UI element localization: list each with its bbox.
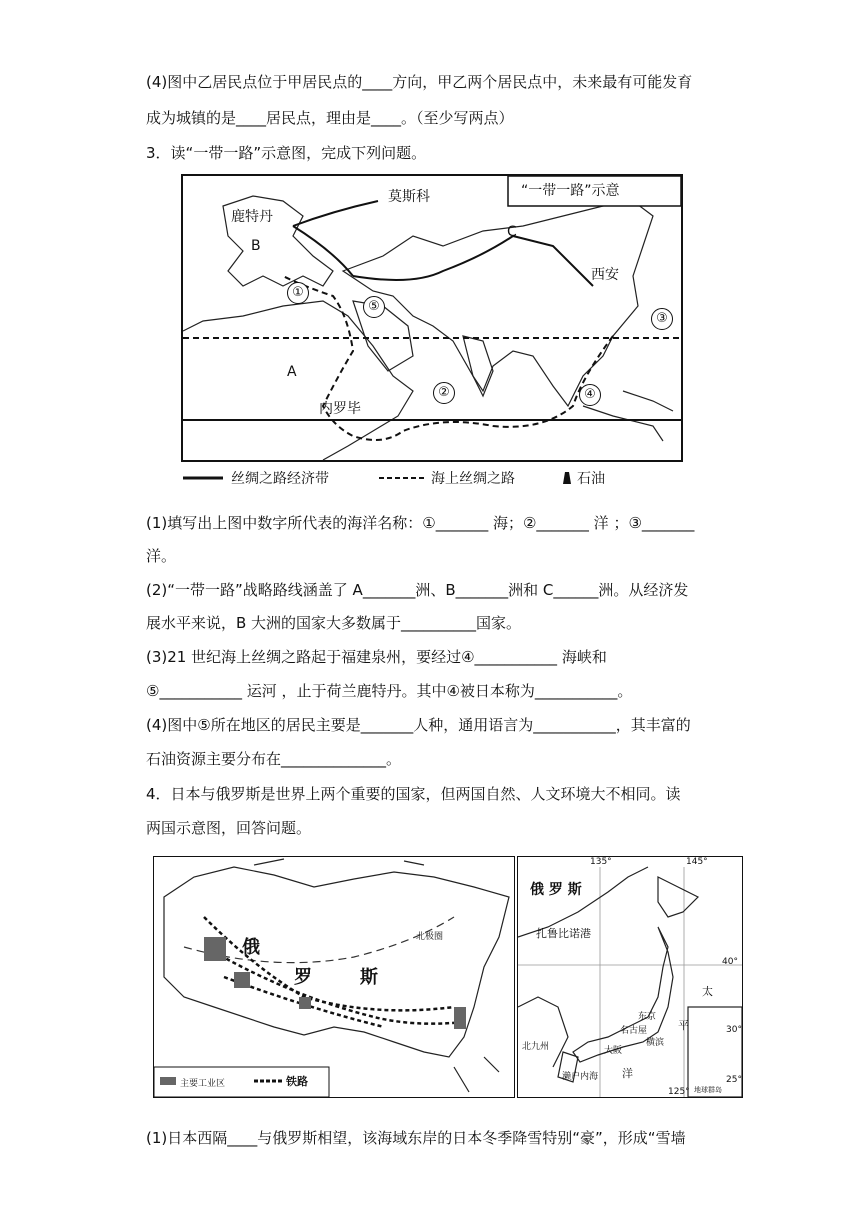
- label-nairobi: 内罗毕: [319, 401, 361, 417]
- q3-sub2b: 展水平来说，B 大洲的国家大多数属于__________国家。: [146, 614, 522, 632]
- label-A: A: [287, 364, 297, 380]
- q3-sub1a: (1)填写出上图中数字所代表的海洋名称：①_______ 海；②_______ 洋 ；③_______: [146, 514, 695, 532]
- pacific-label-3: 洋: [622, 1067, 633, 1080]
- kitakyushu-label: 北九州: [522, 1042, 550, 1052]
- osaka-label: 大阪: [604, 1046, 623, 1056]
- label-4: ④: [579, 384, 601, 406]
- lat-25: 25°: [726, 1075, 742, 1085]
- q4-title2: 两国示意图，回答问题。: [146, 819, 312, 837]
- q3-sub2a: (2)“一带一路”战略路线涵盖了 A_______洲、B_______洲和 C______洲。从经济发: [146, 581, 689, 599]
- label-xian: 西安: [591, 267, 619, 283]
- yokohama-label: 横滨: [646, 1038, 665, 1048]
- q2-line1: (4)图中乙居民点位于甲居民点的____方向，甲乙两个居民点中，未来最有可能发育: [146, 73, 693, 91]
- russia-label-1: 俄: [242, 937, 260, 958]
- zarubino-label: 扎鲁比诺港: [536, 927, 591, 940]
- lat-30: 30°: [726, 1025, 742, 1035]
- pacific-label-1: 太: [702, 985, 713, 998]
- legend-land: 丝绸之路经济带: [231, 471, 329, 487]
- russia-label-2: 罗: [294, 967, 312, 988]
- silk-road-land-route: [293, 201, 593, 286]
- russia-map: [153, 856, 515, 1098]
- japan-hokkaido: [658, 877, 698, 917]
- label-2: ②: [433, 382, 455, 404]
- inset-title: “一带一路”示意: [521, 183, 620, 199]
- nagoya-label: 名古屋: [620, 1026, 648, 1036]
- industry-area: [454, 1007, 466, 1029]
- pacific-label-2: 平: [678, 1019, 689, 1032]
- industry-area: [204, 937, 226, 961]
- q3-sub4b: 石油资源主要分布在______________。: [146, 750, 402, 768]
- japan-map: [517, 856, 743, 1098]
- industry-area: [234, 972, 250, 988]
- lon-135: 135°: [590, 857, 612, 867]
- tokyo-label: 东京: [638, 1012, 657, 1022]
- q3-sub3b: ⑤___________ 运河 ，止于荷兰鹿特丹。其中④被日本称为___________。: [146, 682, 633, 700]
- lon-125: 125°: [668, 1087, 690, 1097]
- belt-road-map: [181, 174, 683, 462]
- map-credit: 地球群岛: [694, 1086, 722, 1094]
- setonaikai-label: 濑户内海: [562, 1072, 599, 1082]
- legend-oil: 石油: [577, 471, 605, 487]
- label-3: ③: [651, 308, 673, 330]
- russia-label: 俄 罗 斯: [530, 882, 582, 898]
- q4-title1: 4．日本与俄罗斯是世界上两个重要的国家，但两国自然、人文环境大不相同。读: [146, 785, 681, 803]
- label-rotterdam: 鹿特丹: [231, 209, 273, 225]
- lat-40: 40°: [722, 957, 738, 967]
- label-C: C: [507, 224, 517, 240]
- rail-legend: 铁路: [286, 1075, 308, 1088]
- oil-icon: [563, 472, 571, 484]
- q3-sub1b: 洋。: [146, 547, 177, 565]
- arctic-label: 北极圈: [416, 932, 444, 942]
- q2-line2: 成为城镇的是____居民点，理由是____。（至少写两点）: [146, 109, 514, 127]
- label-5: ⑤: [363, 296, 385, 318]
- russia-map-drawing: [154, 857, 514, 1097]
- maritime-silk-road-route: [183, 276, 681, 440]
- africa-coast: [183, 301, 413, 460]
- q3-sub3a: (3)21 世纪海上丝绸之路起于福建泉州，要经过④___________ 海峡和: [146, 648, 607, 666]
- industry-legend: 主要工业区: [180, 1079, 226, 1089]
- asia-coast: [343, 201, 653, 406]
- legend-sea: 海上丝绸之路: [431, 471, 515, 487]
- lon-145: 145°: [686, 857, 708, 867]
- russia-label-3: 斯: [360, 967, 378, 988]
- label-B: B: [251, 238, 261, 254]
- label-1: ①: [287, 282, 309, 304]
- q3-sub4a: (4)图中⑤所在地区的居民主要是_______人种，通用语言为___________，其丰富的: [146, 716, 691, 734]
- q3-title: 3．读“一带一路”示意图，完成下列问题。: [146, 144, 427, 162]
- q4-sub1: (1)日本西隔____与俄罗斯相望，该海域东岸的日本冬季降雪特别“豪”，形成“雪墙: [146, 1129, 686, 1147]
- industry-legend-swatch: [160, 1077, 176, 1085]
- belt-road-legend: [181, 466, 681, 490]
- label-moscow: 莫斯科: [388, 189, 430, 205]
- industry-area: [299, 997, 311, 1009]
